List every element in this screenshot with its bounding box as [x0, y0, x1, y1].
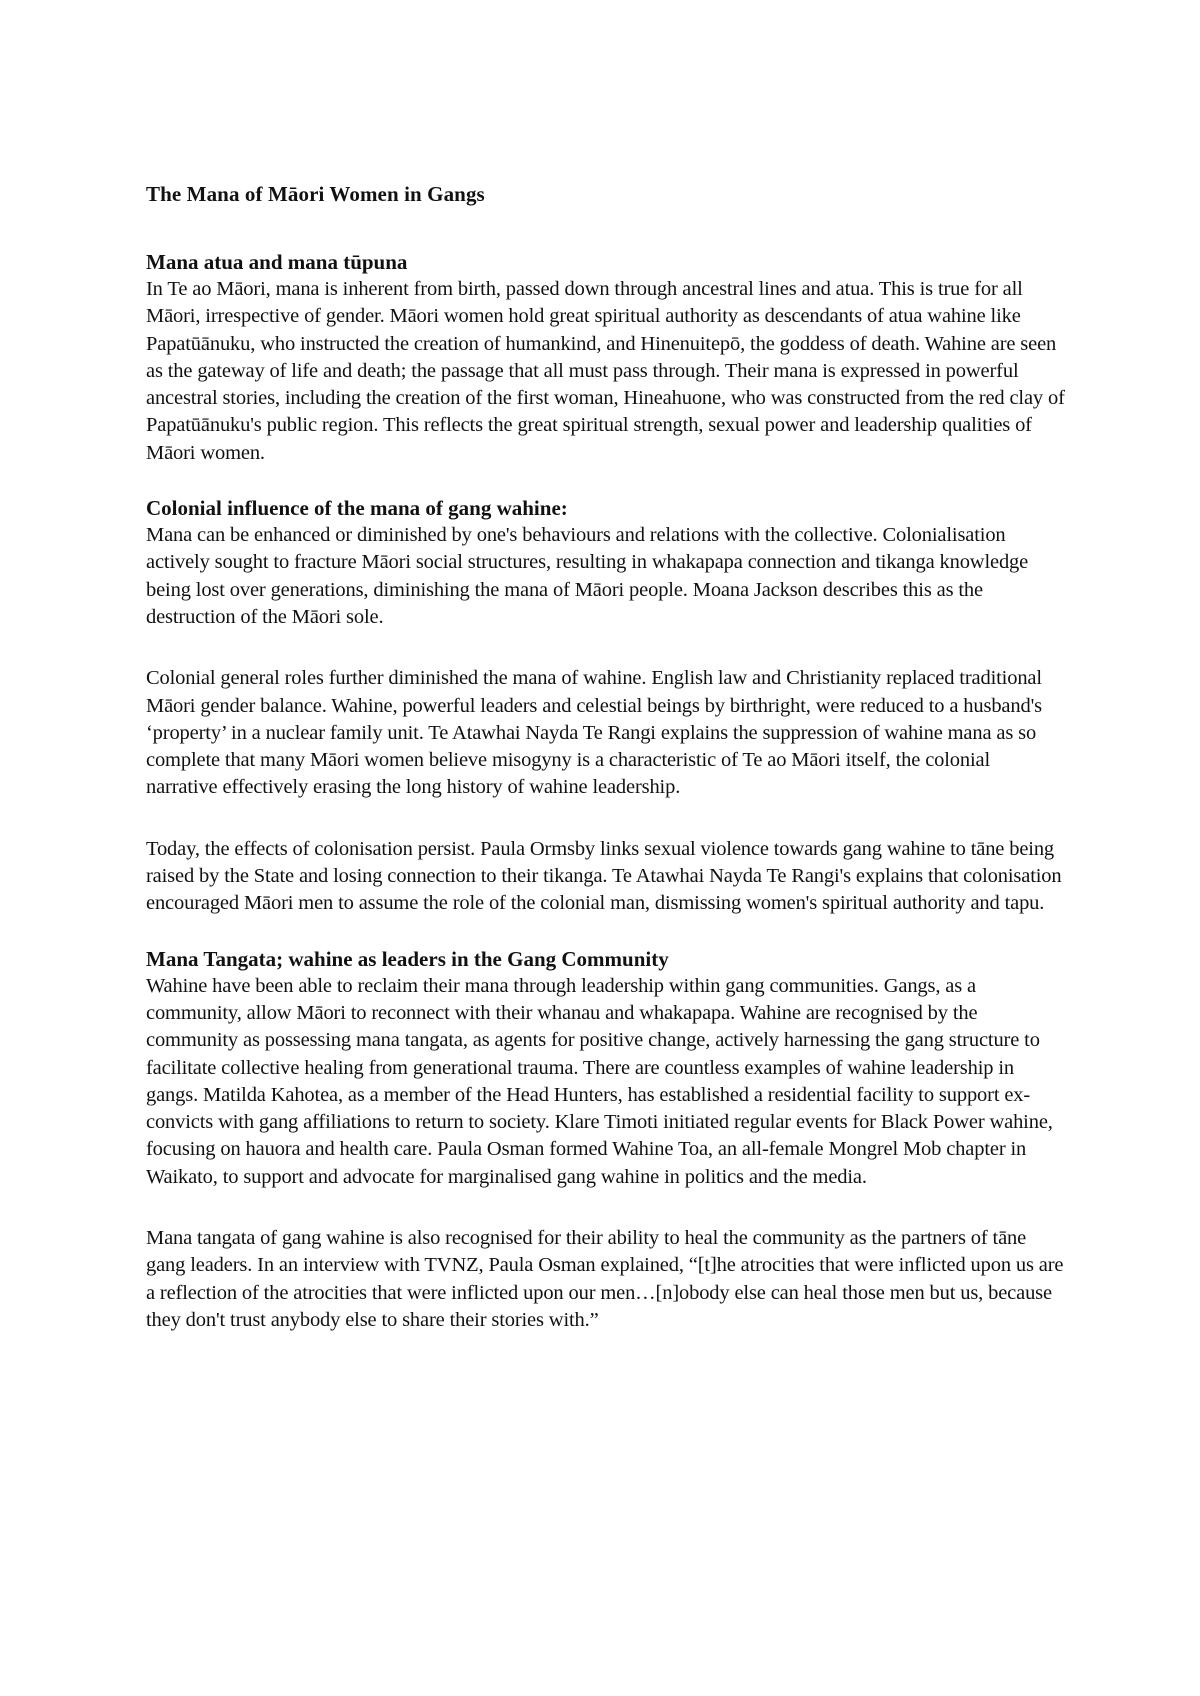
paragraph-wahine-leadership: Wahine have been able to reclaim their mana through leadership within gang communities. Gangs, as a community, allow Māori to reconnect with their whanau and whakapapa. Wahine are recognised by the community as possessing mana tangata, as agents for positive change, actively harnessing the gang structure to facilitate collective healing from generational trauma. There are countless examples of wahine leadership in gangs. Matilda Kahotea, as a member of the Head Hunters, has established a residential facility to support ex-convicts with gang affiliations to return to society. Klare Timoti initiated regular events for Black Power wahine, focusing on hauora and health care. Paula Osman formed Wahine Toa, an all-female Mongrel Mob chapter in Waikato, to support and advocate for marginalised gang wahine in politics and the media.	[146, 974, 1053, 1188]
paragraph-spacer	[146, 802, 1066, 836]
section-spacer	[146, 467, 1066, 494]
paragraph-mana-atua: In Te ao Māori, mana is inherent from birth, passed down through ancestral lines and atua. This is true for all Māori, irrespective of gender. Māori women hold great spiritual authority as descendants of atua wahine like Papatūānuku, who instructed the creation of humankind, and Hinenuitepō, the goddess of death. Wahine are seen as the gateway of life and death; the passage that all must pass through. Their mana is expressed in powerful ancestral stories, including the creation of the first woman, Hineahuone, who was constructed from the red clay of Papatūānuku's public region. This reflects the great spiritual strength, sexual power and leadership qualities of Māori women.	[146, 278, 1065, 464]
section-heading-mana-tangata: Mana Tangata; wahine as leaders in the Gang Community	[146, 946, 669, 971]
section-heading-colonial-influence: Colonial influence of the mana of gang wahine:	[146, 496, 568, 521]
section-spacer	[146, 918, 1066, 945]
document-body	[146, 180, 1066, 1334]
paragraph-colonisation-persists: Today, the effects of colonisation persist. Paula Ormsby links sexual violence towards gang wahine to tāne being raised by the State and losing connection to their tikanga. Te Atawhai Nayda Te Rangi's explains that colonisation encouraged Māori men to assume the role of the colonial man, dismissing women's spiritual authority and tapu.	[146, 837, 1062, 915]
paragraph-colonial-gender-roles: Colonial general roles further diminished the mana of wahine. English law and Christianity replaced traditional Māori gender balance. Wahine, powerful leaders and celestial beings by birthright, were reduced to a husband's ‘property’ in a nuclear family unit. Te Atawhai Nayda Te Rangi explains the suppression of wahine mana as so complete that many Māori women believe misogyny is a characteristic of Te ao Māori itself, the colonial narrative effectively erasing the long history of wahine leadership.	[146, 667, 1042, 799]
paragraph-spacer	[146, 631, 1066, 665]
document-title: The Mana of Māori Women in Gangs	[146, 182, 485, 206]
paragraph-spacer	[146, 1191, 1066, 1225]
paragraph-colonial-mana: Mana can be enhanced or diminished by one's behaviours and relations with the collective. Colonialisation actively sought to fracture Māori social structures, resulting in whakapapa connection and tikanga knowledge being lost over generations, diminishing the mana of Māori people. Moana Jackson describes this as the destruction of the Māori sole.	[146, 524, 1029, 628]
paragraph-healing-community: Mana tangata of gang wahine is also recognised for their ability to heal the community as the partners of tāne gang leaders. In an interview with TVNZ, Paula Osman explained, “[t]he atrocities that were inflicted upon us are a reflection of the atrocities that were inflicted upon our men…[n]obody else can heal those men but us, because they don't trust anybody else to share their stories with.”	[146, 1227, 1064, 1331]
section-heading-mana-atua: Mana atua and mana tūpuna	[146, 250, 408, 274]
